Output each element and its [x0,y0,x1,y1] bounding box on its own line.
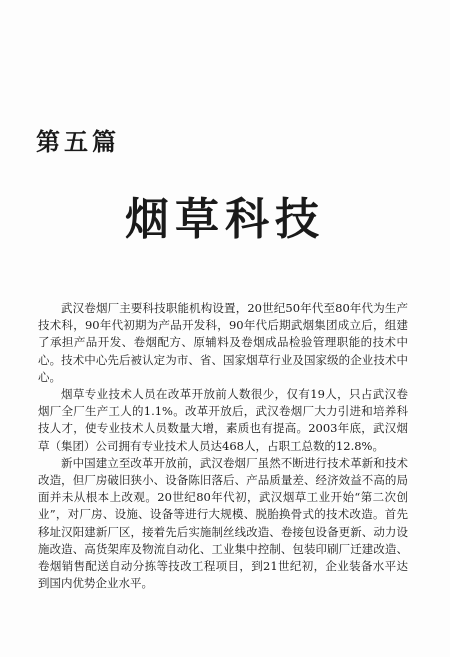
section-title: 烟草科技 [125,194,325,245]
paragraph: 新中国建立至改革开放前，武汉卷烟厂虽然不断进行技术革新和技术改造，但厂房破旧狭小、设备陈旧落后、产品质量差、经济效益不高的局面并未从根本上改观。20世纪80年代初，武汉烟草工业开始“第二次创业”，对厂房、设施、设备等进行大规模、脱胎换骨式的技术改造。首先移址汉阳建新厂区，接着先后实施制丝线改造、卷接包设备更新、动力设施改造、高货架库及物流自动化、工业集中控制、包装印刷厂迁建改造、卷烟销售配送自动分拣等技改工程项目，到21世纪初，企业装备水平达到国内优势企业水平。 [38,455,408,591]
section-label: 第五篇 [36,127,120,156]
body-text [38,300,408,592]
paragraph: 武汉卷烟厂主要科技职能机构设置，20世纪50年代至80年代为生产技术科，90年代初期为产品开发科，90年代后期武烟集团成立后，组建了承担产品开发、卷烟配方、原辅料及卷烟成品检验管理职能的技术中心。技术中心先后被认定为市、省、国家烟草行业及国家级的企业技术中心。 [38,301,408,384]
paragraph: 烟草专业技术人员在改革开放前人数很少，仅有19人，只占武汉卷烟厂全厂生产工人的1.1%。改革开放后，武汉卷烟厂大力引进和培养科技人才，使专业技术人员数量大增，素质也有提高。2003年底，武汉烟草（集团）公司拥有专业技术人员达468人，占职工总数的12.8%。 [38,387,408,453]
